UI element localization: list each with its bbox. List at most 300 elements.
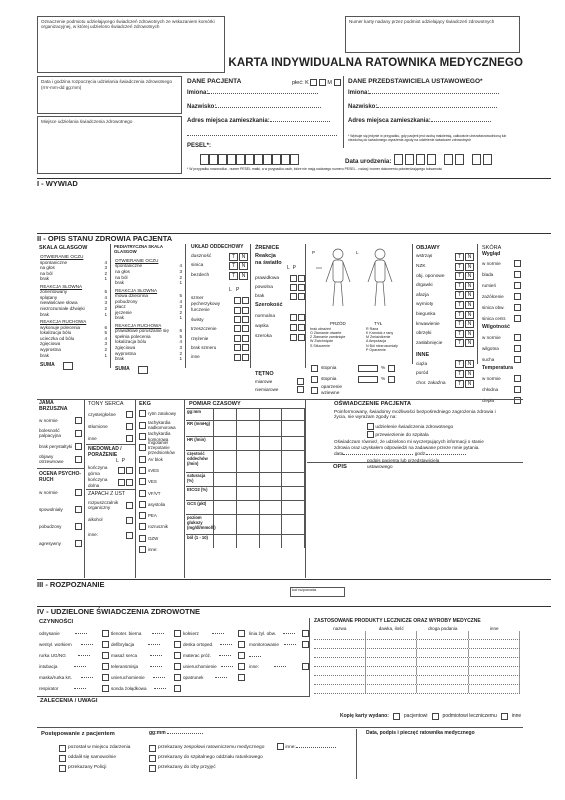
checkbox[interactable] [234,307,241,314]
czynnosc-row[interactable] [111,639,181,650]
pomiar-cell[interactable] [282,473,305,486]
checkbox[interactable] [298,284,305,291]
pomiar-cell[interactable] [260,487,283,500]
checkbox[interactable] [514,293,521,300]
pomiar-cell[interactable] [282,535,305,548]
sex-m2-checkbox[interactable] [334,79,341,86]
tn-box[interactable]: T [455,282,464,290]
czynnosc-row[interactable] [39,628,109,639]
check-row[interactable] [482,354,521,365]
tn-box[interactable]: N [465,282,474,290]
tn-row[interactable] [416,379,474,389]
check-row[interactable] [139,487,182,498]
check-row[interactable] [39,440,82,453]
checkbox[interactable] [514,356,521,363]
osw-opt2-checkbox[interactable] [367,431,374,438]
check-row[interactable] [139,440,182,456]
burn-checkbox-2[interactable] [388,376,395,383]
checkbox[interactable] [149,745,156,752]
czynnosc-row[interactable] [39,639,109,650]
pomiar-row[interactable] [186,486,305,500]
checkbox[interactable] [126,532,133,539]
tn-box[interactable]: N [465,380,474,388]
pomiar-cell[interactable] [237,437,260,450]
pomiar-cell[interactable] [237,473,260,486]
check-row[interactable] [88,465,133,477]
czynnosc-row[interactable] [39,650,109,661]
checkbox[interactable] [126,435,133,442]
check-row[interactable] [39,414,82,427]
pomiar-cell[interactable] [237,535,260,548]
tn-boxes[interactable] [454,320,474,328]
tn-box[interactable]: N [239,262,248,270]
checkbox[interactable] [514,375,521,382]
check-row[interactable] [482,384,521,395]
czynnosc-checkbox[interactable] [238,674,245,681]
pomiar-row[interactable] [186,500,305,514]
check-row[interactable] [482,343,521,354]
burn-checkbox-2[interactable] [388,365,395,372]
pomiar-row[interactable] [186,420,305,436]
czynnosc-row[interactable] [183,672,245,683]
check-row[interactable] [139,499,182,510]
check-row[interactable] [191,352,249,361]
card-number-box[interactable] [345,16,520,53]
czynnosc-row[interactable] [39,683,109,694]
pomiar-row[interactable] [186,436,305,450]
check-row[interactable] [39,453,82,466]
checkbox[interactable] [298,293,305,300]
pomiar-cell[interactable] [237,487,260,500]
check-row[interactable] [255,312,305,322]
czynnosc-checkbox[interactable] [174,652,181,659]
checkbox[interactable] [514,315,521,322]
tn-box[interactable]: N [465,301,474,309]
tn-boxes[interactable] [454,301,474,309]
checkbox[interactable] [242,335,249,342]
czynnosc-row[interactable] [111,683,181,694]
check-row[interactable] [191,324,249,333]
checkbox[interactable] [290,324,297,331]
body-diagram[interactable] [308,244,413,352]
check-row[interactable] [88,432,133,444]
tn-row[interactable] [416,319,474,329]
checkbox[interactable] [298,275,305,282]
czynnosc-row[interactable] [111,661,181,672]
check-row[interactable] [59,743,130,753]
check-row[interactable] [88,528,133,543]
check-row[interactable] [39,484,82,501]
check-row[interactable] [255,385,304,393]
check-row[interactable] [139,533,182,544]
checkbox[interactable] [139,490,146,497]
check-row[interactable] [191,343,249,352]
check-row[interactable] [482,280,521,291]
checkbox[interactable] [139,535,146,542]
checkbox[interactable] [514,271,521,278]
checkbox[interactable] [126,479,133,486]
czynnosc-checkbox[interactable] [238,652,245,659]
check-row[interactable] [191,334,249,343]
tn-box[interactable]: N [465,370,474,378]
check-row[interactable] [139,408,182,419]
checkbox[interactable] [290,275,297,282]
tn-boxes[interactable] [454,311,474,319]
checkbox[interactable] [139,433,146,440]
check-row[interactable] [482,291,521,302]
check-row[interactable] [482,258,521,269]
pomiar-cell[interactable] [282,421,305,436]
czynnosc-checkbox[interactable] [238,630,245,637]
check-row[interactable] [149,743,264,753]
checkbox[interactable] [126,502,133,509]
check-row[interactable] [482,313,521,324]
pomiar-cell[interactable] [214,487,237,500]
tn-box[interactable]: T [455,301,464,309]
tn-boxes[interactable] [454,282,474,290]
czynnosc-checkbox[interactable] [174,630,181,637]
tn-box[interactable]: T [229,272,238,280]
tn-box[interactable]: N [465,263,474,271]
check-row[interactable] [255,283,305,292]
checkbox[interactable] [59,745,66,752]
czynnosc-checkbox[interactable] [102,630,109,637]
check-row[interactable] [482,332,521,343]
patient-last-name[interactable]: Nazwisko: [187,104,339,111]
checkbox[interactable] [242,344,249,351]
kopie-pacjent-checkbox[interactable] [393,713,400,720]
check-row[interactable] [482,269,521,280]
czynnosc-checkbox[interactable] [102,685,109,692]
tn-box[interactable]: N [465,360,474,368]
czynnosc-checkbox[interactable] [238,641,245,648]
pomiar-row[interactable] [186,408,305,420]
czynnosc-row[interactable] [249,628,309,639]
podpis-box[interactable] [358,729,523,779]
tn-box[interactable]: T [455,253,464,261]
checkbox[interactable] [242,297,249,304]
tn-row[interactable] [416,300,474,310]
pomiar-cell[interactable] [282,515,305,534]
czynnosc-row[interactable] [39,672,109,683]
pesel-input[interactable] [200,154,299,165]
check-row[interactable] [59,763,130,773]
tn-box[interactable]: T [455,320,464,328]
checkbox[interactable] [75,540,82,547]
pomiar-table[interactable] [186,408,305,548]
checkbox[interactable] [139,444,146,451]
check-row[interactable] [139,465,182,476]
pomiar-cell[interactable] [214,473,237,486]
score-row[interactable] [115,280,182,286]
checkbox[interactable] [290,293,297,300]
checkbox[interactable] [242,307,249,314]
checkbox[interactable] [234,325,241,332]
leki-row[interactable] [314,685,520,694]
pomiar-cell[interactable] [214,409,237,420]
leki-row[interactable] [314,676,520,685]
check-row[interactable] [39,427,82,440]
checkbox[interactable] [75,489,82,496]
kopie-podmiot-checkbox[interactable] [432,713,439,720]
checkbox[interactable] [139,467,146,474]
checkbox[interactable] [59,755,66,762]
tn-row[interactable] [416,262,474,272]
tn-boxes[interactable] [454,291,474,299]
checkbox[interactable] [139,456,146,463]
checkbox[interactable] [139,410,146,417]
check-row[interactable] [255,332,305,342]
checkbox[interactable] [118,479,125,486]
kopie-inne-checkbox[interactable] [501,713,508,720]
checkbox[interactable] [514,345,521,352]
postepowanie-time[interactable]: gg:mm [149,731,203,737]
tn-boxes[interactable] [454,380,474,388]
check-row[interactable] [139,510,182,521]
check-row[interactable] [88,513,133,528]
pomiar-cell[interactable] [214,421,237,436]
check-row[interactable] [39,501,82,518]
czynnosc-row[interactable] [249,650,309,661]
check-row[interactable] [88,420,133,432]
burn-pct-box[interactable] [358,365,378,372]
czynnosc-row[interactable] [39,661,109,672]
czynnosc-row[interactable] [249,639,309,650]
score-row[interactable] [40,312,107,318]
tn-box[interactable]: N [465,291,474,299]
czynnosc-row[interactable] [111,672,181,683]
czynnosc-checkbox[interactable] [102,674,109,681]
checkbox[interactable] [234,297,241,304]
checkbox[interactable] [514,334,521,341]
czynnosc-checkbox[interactable] [302,630,309,637]
tn-box[interactable]: T [455,311,464,319]
tn-boxes[interactable] [454,263,474,271]
tn-row[interactable] [191,261,248,271]
check-row[interactable] [191,315,249,324]
score-row[interactable] [40,352,107,358]
pomiar-cell[interactable] [282,501,305,514]
czynnosc-row[interactable] [183,650,245,661]
sex-field[interactable] [292,79,341,86]
check-row[interactable] [139,544,182,555]
tn-boxes[interactable] [228,262,248,270]
tn-row[interactable] [416,310,474,320]
score-row[interactable] [40,276,107,282]
tn-box[interactable]: T [455,370,464,378]
check-row[interactable] [191,305,249,314]
check-row[interactable] [39,518,82,535]
pomiar-cell[interactable] [260,451,283,472]
czynnosc-row[interactable] [183,628,245,639]
tn-box[interactable]: N [239,253,248,261]
tn-box[interactable]: T [455,272,464,280]
postepowanie-inne[interactable]: inne: [277,743,336,750]
checkbox[interactable] [234,316,241,323]
czynnosc-checkbox[interactable] [302,663,309,670]
tn-boxes[interactable] [454,330,474,338]
datetime-box[interactable] [37,76,182,114]
czynnosc-checkbox[interactable] [174,685,181,692]
tn-row[interactable] [416,281,474,291]
checkbox[interactable] [242,316,249,323]
checkbox[interactable] [298,334,305,341]
leki-row[interactable] [314,640,520,649]
leki-row[interactable] [314,649,520,658]
pomiar-cell[interactable] [282,451,305,472]
checkbox[interactable] [126,411,133,418]
patient-address[interactable]: Adres miejsca zamieszkania: [187,118,339,125]
tn-box[interactable]: N [239,272,248,280]
tn-row[interactable] [416,360,474,370]
pomiar-row[interactable] [186,450,305,472]
checkbox[interactable] [75,430,82,437]
wywiad-area[interactable] [37,190,523,232]
pomiar-cell[interactable] [237,501,260,514]
checkbox[interactable] [126,517,133,524]
birth-date-input[interactable] [394,154,492,165]
pomiar-cell[interactable] [260,437,283,450]
tn-boxes[interactable] [454,253,474,261]
tn-boxes[interactable] [228,272,248,280]
checkbox[interactable] [139,523,146,530]
check-row[interactable] [255,292,305,301]
osw-opt1-checkbox[interactable] [367,423,374,430]
tn-box[interactable]: N [465,253,474,261]
czynnosc-checkbox[interactable] [102,641,109,648]
tn-row[interactable] [416,291,474,301]
tn-row[interactable] [416,329,474,339]
checkbox[interactable] [514,260,521,267]
tn-box[interactable]: N [465,339,474,347]
check-row[interactable] [88,498,133,513]
check-row[interactable] [149,763,264,773]
check-row[interactable] [255,274,305,283]
checkbox[interactable] [290,284,297,291]
checkbox[interactable] [139,546,146,553]
check-row[interactable] [191,296,249,305]
check-row[interactable] [139,420,182,431]
tn-row[interactable] [416,369,474,379]
czynnosc-row[interactable] [183,639,245,650]
checkbox[interactable] [75,443,82,450]
checkbox[interactable] [290,314,297,321]
checkbox[interactable] [149,755,156,762]
pomiar-cell[interactable] [237,515,260,534]
burn-row[interactable] [311,374,411,385]
checkbox[interactable] [234,354,241,361]
pomiar-row[interactable] [186,534,305,548]
checkbox[interactable] [118,467,125,474]
check-row[interactable] [482,302,521,313]
tn-box[interactable]: T [229,262,238,270]
sum-box[interactable] [138,366,148,374]
checkbox[interactable] [298,324,305,331]
tn-box[interactable]: T [455,330,464,338]
checkbox[interactable] [297,378,304,385]
pomiar-cell[interactable] [237,409,260,420]
checkbox[interactable] [290,334,297,341]
sum-row[interactable] [40,362,107,370]
check-row[interactable] [255,377,304,385]
czynnosc-row[interactable] [183,661,245,672]
czynnosc-row[interactable] [249,661,309,672]
score-row[interactable] [115,356,182,362]
pomiar-cell[interactable] [282,437,305,450]
check-row[interactable] [149,753,264,763]
czynnosc-row[interactable] [111,628,181,639]
pomiar-cell[interactable] [237,451,260,472]
sex-k-checkbox[interactable] [310,79,317,86]
czynnosc-checkbox[interactable] [102,663,109,670]
checkbox[interactable] [75,417,82,424]
burn-row[interactable] [311,363,411,374]
checkbox[interactable] [139,512,146,519]
pomiar-row[interactable] [186,472,305,486]
sex-m-checkbox[interactable] [319,79,326,86]
patient-first-name[interactable]: Imiona: [187,90,339,97]
check-row[interactable] [39,535,82,552]
checkbox[interactable] [298,314,305,321]
checkbox[interactable] [514,386,521,393]
guardian-first-name[interactable]: Imiona: [348,90,499,97]
checkbox[interactable] [149,765,156,772]
tn-boxes[interactable] [454,360,474,368]
checkbox[interactable] [75,456,82,463]
tn-box[interactable]: T [455,360,464,368]
czynnosc-checkbox[interactable] [174,641,181,648]
pomiar-cell[interactable] [260,535,283,548]
burn-row[interactable] [311,385,411,396]
tn-box[interactable]: T [229,253,238,261]
checkbox[interactable] [242,354,249,361]
pomiar-cell[interactable] [214,515,237,534]
checkbox[interactable] [59,765,66,772]
czynnosc-checkbox[interactable] [174,674,181,681]
checkbox[interactable] [234,335,241,342]
score-row[interactable] [115,315,182,321]
pomiar-row[interactable] [186,514,305,534]
tn-boxes[interactable] [454,339,474,347]
checkbox[interactable] [139,478,146,485]
check-row[interactable] [482,373,521,384]
sum-row[interactable] [115,366,182,374]
tn-box[interactable]: T [455,291,464,299]
checkbox[interactable] [234,344,241,351]
czynnosc-checkbox[interactable] [302,641,309,648]
tn-row[interactable] [191,252,248,262]
tn-row[interactable] [416,339,474,349]
check-row[interactable] [139,476,182,487]
check-row[interactable] [88,408,133,420]
check-row[interactable] [255,322,305,332]
patient-address-line2[interactable] [187,133,339,139]
pomiar-cell[interactable] [282,487,305,500]
checkbox[interactable] [242,325,249,332]
tn-box[interactable]: N [465,330,474,338]
burn-pct-box[interactable] [358,376,378,383]
leki-row[interactable] [314,667,520,676]
tn-box[interactable]: T [455,339,464,347]
pomiar-cell[interactable] [260,409,283,420]
rozpoznanie-code-box[interactable] [290,587,345,597]
tn-row[interactable] [416,252,474,262]
czynnosc-checkbox[interactable] [174,663,181,670]
tn-row[interactable] [191,271,248,281]
place-box[interactable] [37,116,182,174]
pomiar-cell[interactable] [214,501,237,514]
tn-boxes[interactable] [454,272,474,280]
